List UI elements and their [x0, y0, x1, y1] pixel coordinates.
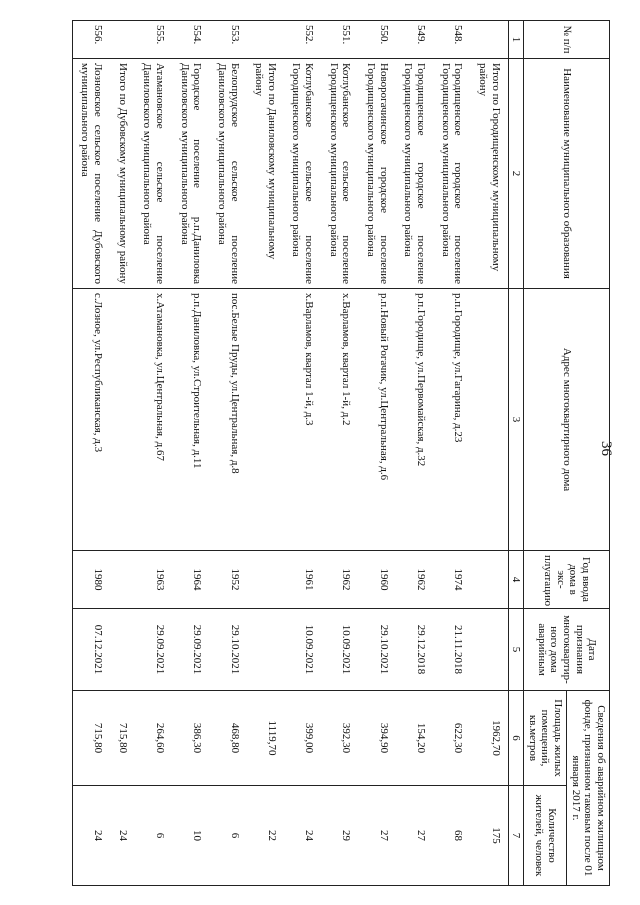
header-emergency-group: Сведения об аварийном жилищном фонде, признанном таковым после 01 января 2017 г.	[567, 691, 610, 886]
area-value: 622,30	[433, 691, 470, 786]
date-value: 10.09.2021	[284, 609, 321, 691]
date-value: 29.10.2021	[209, 609, 246, 691]
date-value: 29.09.2021	[172, 609, 209, 691]
address: х.Атамановка, ул.Центральная, д.67	[135, 289, 172, 551]
address: х.Варламов, квартал 1-й, д.3	[284, 289, 321, 551]
area-value: 264,60	[135, 691, 172, 786]
address: р.п.Городище, ул.Первомайская, д.32	[396, 289, 433, 551]
people-value: 68	[433, 786, 470, 886]
col-number: 4	[508, 551, 524, 609]
table-row	[209, 21, 246, 886]
table-row	[321, 21, 358, 886]
municipality-name: Белопрудское сельское поселение Даниловского муниципального района	[209, 59, 246, 289]
area-value: 468,80	[209, 691, 246, 786]
table-row	[72, 21, 110, 886]
row-number: 555.	[135, 21, 172, 59]
date-value: 29.10.2021	[358, 609, 395, 691]
year-value: 1974	[433, 551, 470, 609]
address: р.п.Новый Рогачик, ул.Центральная, д.6	[358, 289, 395, 551]
col-number: 6	[508, 691, 524, 786]
col-number: 5	[508, 609, 524, 691]
row-number: 553.	[209, 21, 246, 59]
people-value: 175	[470, 786, 508, 886]
header-year: Год ввода дома в экс- плуатацию	[524, 551, 610, 609]
area-value: 715,80	[110, 691, 135, 786]
col-number: 2	[508, 59, 524, 289]
row-number: 554.	[172, 21, 209, 59]
row-number: 550.	[358, 21, 395, 59]
address: с.Лозное, ул.Республиканская, д.3	[72, 289, 110, 551]
page-number: 36	[598, 441, 614, 456]
year-value: 1952	[209, 551, 246, 609]
people-value: 22	[247, 786, 284, 886]
area-value: 399,00	[284, 691, 321, 786]
total-label: Итого по Дубовскому муниципальному району	[110, 59, 135, 289]
address: х.Варламов, квартал 1-й, д.2	[321, 289, 358, 551]
year-value: 1980	[72, 551, 110, 609]
people-value: 24	[72, 786, 110, 886]
header-num: № п/п	[524, 21, 610, 59]
col-number: 1	[508, 21, 524, 59]
year-value: 1960	[358, 551, 395, 609]
date-value: 29.09.2021	[135, 609, 172, 691]
table-row	[433, 21, 470, 886]
year-value: 1961	[284, 551, 321, 609]
total-row	[247, 21, 284, 886]
row-number: 556.	[72, 21, 110, 59]
table-row	[172, 21, 209, 886]
municipality-name: Городищенское городское поселение Городищенского муниципального района	[396, 59, 433, 289]
year-value: 1962	[396, 551, 433, 609]
year-value: 1962	[321, 551, 358, 609]
area-value: 154,20	[396, 691, 433, 786]
table-row	[396, 21, 433, 886]
address: р.п.Городище, ул.Гагарина, д.23	[433, 289, 470, 551]
municipality-name: Лозновское сельское поселение Дубовского муниципального района	[72, 59, 110, 289]
row-number: 548.	[433, 21, 470, 59]
total-row	[470, 21, 508, 886]
people-value: 27	[396, 786, 433, 886]
column-number-row	[508, 21, 524, 886]
row-number: 552.	[284, 21, 321, 59]
people-value: 6	[209, 786, 246, 886]
municipality-name: Городское поселение р.п.Даниловка Даниловского муниципального района	[172, 59, 209, 289]
table-row	[284, 21, 321, 886]
year-value: 1964	[172, 551, 209, 609]
table-row	[358, 21, 395, 886]
header-date: Дата признания многоквартир- ного дома аварийным	[524, 609, 610, 691]
area-value: 386,30	[172, 691, 209, 786]
area-value: 392,30	[321, 691, 358, 786]
address: р.п.Даниловка, ул.Строительная, д.11	[172, 289, 209, 551]
municipality-name: Новорогачинское городское поселение Городищенского муниципального района	[358, 59, 395, 289]
table-row	[135, 21, 172, 886]
municipality-name: Котлубанское сельское поселение Городищенского муниципального района	[284, 59, 321, 289]
year-value: 1963	[135, 551, 172, 609]
people-value: 24	[110, 786, 135, 886]
col-number: 3	[508, 289, 524, 551]
total-label: Итого по Даниловскому муниципальному району	[247, 59, 284, 289]
row-number: 551.	[321, 21, 358, 59]
area-value: 394,90	[358, 691, 395, 786]
people-value: 6	[135, 786, 172, 886]
row-number: 549.	[396, 21, 433, 59]
total-label: Итого по Городищенскому муниципальному району	[470, 59, 508, 289]
date-value: 07.12.2021	[72, 609, 110, 691]
total-row	[110, 21, 135, 886]
col-number: 7	[508, 786, 524, 886]
header-area: Площадь жилых помещений, кв.метров	[524, 691, 567, 786]
date-value: 10.09.2021	[321, 609, 358, 691]
area-value: 715,80	[72, 691, 110, 786]
municipality-name: Атамановское сельское поселение Даниловского муниципального района	[135, 59, 172, 289]
people-value: 27	[358, 786, 395, 886]
people-value: 24	[284, 786, 321, 886]
address: пос.Белые Пруды, ул.Центральная, д.8	[209, 289, 246, 551]
date-value: 29.12.2018	[396, 609, 433, 691]
header-municipality: Наименование муниципального образования	[524, 59, 610, 289]
housing-table	[72, 20, 610, 886]
area-value: 1119,70	[247, 691, 284, 786]
area-value: 1962,70	[470, 691, 508, 786]
municipality-name: Котлубанское сельское поселение Городищенского муниципального района	[321, 59, 358, 289]
people-value: 10	[172, 786, 209, 886]
header-people: Количество жителей, человек	[524, 786, 567, 886]
people-value: 29	[321, 786, 358, 886]
municipality-name: Городищенское городское поселение Городищенского муниципального района	[433, 59, 470, 289]
header-address: Адрес многоквартирного дома	[524, 289, 610, 551]
date-value: 21.11.2018	[433, 609, 470, 691]
rotated-table-container	[40, 20, 610, 885]
